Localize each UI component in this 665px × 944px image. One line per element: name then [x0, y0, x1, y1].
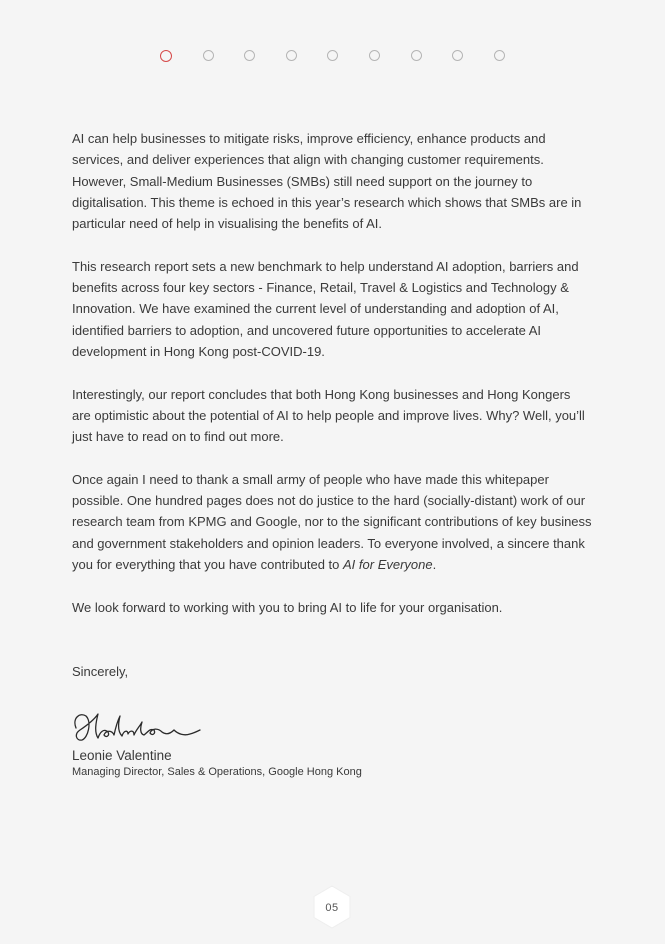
paragraph-3: Interestingly, our report concludes that both Hong Kong businesses and Hong Kongers are optimistic about the potential of AI to help people and improve lives. Why? Well, you’ll just have to read on to find out more.	[72, 386, 585, 445]
pagination-dot-2[interactable]	[203, 50, 214, 61]
paragraph-1: AI can help businesses to mitigate risks, improve efficiency, enhance products and services, and deliver experiences that align with changing customer requirements. However, Small-Medium Businesses (SMBs) still need support on the journey to digitalisation. This theme is echoed in this year’s research which shows that SMBs are in particular need of help in visualising the benefits of AI.	[72, 131, 582, 232]
paragraph-2: This research report sets a new benchmark to help understand AI adoption, barriers and benefits across four key sectors - Finance, Retail, Travel & Logistics and Technology & Innovation. We have examined the current level of understanding and adoption of AI, identified barriers to adoption, and uncovered future opportunities to accelerate AI development in Hong Kong post-COVID-19.	[72, 258, 579, 359]
paragraph-4-end: .	[432, 556, 437, 572]
signature-image	[70, 708, 205, 748]
report-title-emphasis: AI for Everyone	[343, 556, 433, 572]
paragraph-5: We look forward to working with you to bring AI to life for your organisation.	[72, 599, 503, 615]
paragraph-4-text: Once again I need to thank a small army of people who have made this whitepaper possible. One hundred pages does not do justice to the hard (socially-distant) work of our research team from KPMG and Google, nor to the significant contributions of key business and government stakeholders and opinion leaders. To everyone involved, a sincere thank you for everything that you have contributed to	[72, 471, 592, 572]
pagination-dot-1[interactable]	[160, 50, 172, 62]
pagination-dot-7[interactable]	[411, 50, 422, 61]
signer-name: Leonie Valentine	[72, 748, 172, 763]
pagination-dot-4[interactable]	[286, 50, 297, 61]
pagination-dot-6[interactable]	[369, 50, 380, 61]
pagination-dot-9[interactable]	[494, 50, 505, 61]
pagination-dot-8[interactable]	[452, 50, 463, 61]
paragraph-4	[72, 469, 592, 575]
letter-body	[72, 128, 592, 639]
signer-title: Managing Director, Sales & Operations, Google Hong Kong	[72, 766, 362, 778]
closing-salutation: Sincerely,	[72, 664, 129, 679]
pagination-dot-5[interactable]	[327, 50, 338, 61]
pagination-dots	[160, 50, 535, 62]
pagination-dot-3[interactable]	[244, 50, 255, 61]
page-number: 05	[325, 902, 339, 914]
